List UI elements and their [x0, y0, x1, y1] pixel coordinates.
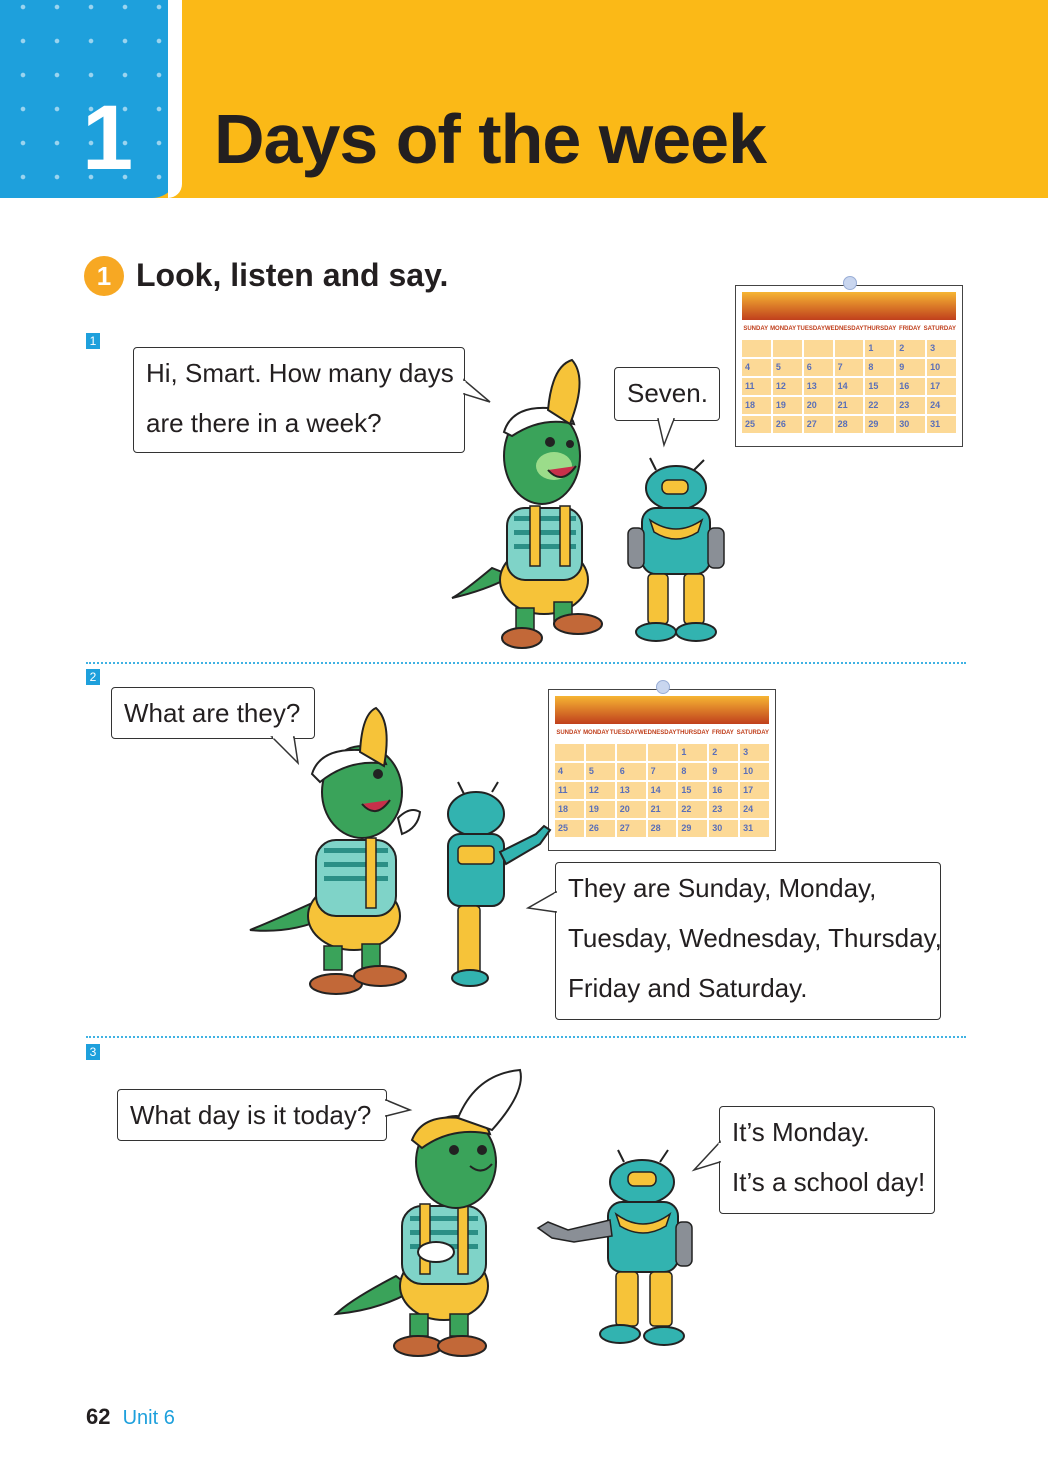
calendar-date-cell: 19	[586, 801, 615, 818]
calendar-date-cell: 1	[678, 744, 707, 761]
calendar-date-cell: 21	[648, 801, 677, 818]
calendar-date-cell: 18	[555, 801, 584, 818]
calendar-weekday: THURSDAY	[863, 326, 897, 332]
bubble-tail	[694, 1142, 724, 1172]
calendar-header	[555, 696, 769, 724]
calendar-date-cell	[742, 340, 771, 357]
calendar-weekday: FRIDAY	[899, 326, 921, 332]
calendar-date-cell: 30	[709, 820, 738, 837]
calendar-date-cell: 5	[586, 763, 615, 780]
calendar-header	[742, 292, 956, 320]
calendar-date-cell: 18	[742, 397, 771, 414]
calendar-weekday: WEDNESDAY	[824, 326, 864, 332]
bubble-tail	[656, 419, 686, 449]
calendar-weekday: MONDAY	[583, 730, 610, 736]
calendar-date-cell: 4	[742, 359, 771, 376]
calendar-date-cell: 2	[709, 744, 738, 761]
speech-bubble-robot	[614, 367, 720, 421]
calendar-date-cell: 15	[865, 378, 894, 395]
calendar-date-cell: 12	[773, 378, 802, 395]
calendar-date-cell: 8	[865, 359, 894, 376]
calendar-date-cell: 3	[740, 744, 769, 761]
robot-character-icon	[622, 458, 732, 644]
bubble-line: It’s Monday.	[732, 1117, 870, 1147]
activity-number-badge: 1	[84, 256, 124, 296]
calendar	[548, 689, 776, 851]
page-number: 62	[86, 1404, 111, 1429]
calendar-date-cell	[835, 340, 864, 357]
calendar-date-cell: 30	[896, 416, 925, 433]
page-footer	[86, 1406, 175, 1428]
calendar-date-cell: 11	[742, 378, 771, 395]
bubble-line: Hi, Smart. How many days	[146, 358, 454, 388]
calendar-weekday: MONDAY	[770, 326, 797, 332]
speech-bubble-robot	[555, 862, 941, 1020]
calendar-date-cell: 21	[835, 397, 864, 414]
calendar-date-cell: 25	[555, 820, 584, 837]
calendar-weekday: TUESDAY	[796, 326, 825, 332]
calendar-date-cell: 17	[927, 378, 956, 395]
robot-character-icon	[538, 1150, 698, 1348]
calendar-dates	[742, 340, 956, 433]
calendar-date-cell	[586, 744, 615, 761]
calendar-date-cell: 24	[740, 801, 769, 818]
calendar-weekday: SUNDAY	[743, 326, 769, 332]
calendar-weekday: SATURDAY	[923, 326, 956, 332]
calendar-date-cell: 29	[678, 820, 707, 837]
bubble-line: Tuesday, Wednesday, Thursday,	[568, 923, 942, 953]
calendar-date-cell: 6	[804, 359, 833, 376]
calendar-date-cell: 13	[617, 782, 646, 799]
calendar-date-cell: 28	[835, 416, 864, 433]
calendar-date-cell: 20	[804, 397, 833, 414]
calendar-date-cell: 26	[773, 416, 802, 433]
bubble-line: What day is it today?	[130, 1100, 372, 1130]
calendar-date-cell: 29	[865, 416, 894, 433]
page-title: Days of the week	[214, 100, 766, 178]
calendar-date-cell: 2	[896, 340, 925, 357]
calendar-date-cell: 12	[586, 782, 615, 799]
calendar-date-cell: 10	[927, 359, 956, 376]
calendar-date-cell: 16	[709, 782, 738, 799]
calendar-weekday: WEDNESDAY	[637, 730, 677, 736]
calendar-date-cell: 26	[586, 820, 615, 837]
bubble-line: Seven.	[627, 378, 708, 408]
bubble-line: They are Sunday, Monday,	[568, 873, 877, 903]
calendar-weekday: THURSDAY	[676, 730, 710, 736]
panel-divider	[86, 662, 966, 664]
calendar-date-cell	[555, 744, 584, 761]
pin-icon	[843, 276, 857, 290]
calendar-date-cell: 13	[804, 378, 833, 395]
dinosaur-character-icon	[336, 1066, 526, 1360]
panel-number: 1	[86, 333, 100, 349]
calendar-date-cell: 6	[617, 763, 646, 780]
bubble-line: What are they?	[124, 698, 301, 728]
panel-number: 3	[86, 1044, 100, 1060]
calendar-date-cell	[617, 744, 646, 761]
dinosaur-character-icon	[250, 708, 430, 1000]
panel-divider	[86, 1036, 966, 1038]
calendar	[735, 285, 963, 447]
calendar-weekday: FRIDAY	[712, 730, 734, 736]
header-divider	[168, 0, 182, 198]
calendar-date-cell: 23	[896, 397, 925, 414]
calendar-date-cell: 16	[896, 378, 925, 395]
calendar-date-cell: 7	[835, 359, 864, 376]
calendar-date-cell: 10	[740, 763, 769, 780]
calendar-date-cell: 14	[648, 782, 677, 799]
calendar-weekdays	[742, 326, 956, 332]
dinosaur-character-icon	[452, 358, 612, 653]
bubble-line: Friday and Saturday.	[568, 973, 808, 1003]
calendar-date-cell: 20	[617, 801, 646, 818]
calendar-date-cell: 1	[865, 340, 894, 357]
calendar-dates	[555, 744, 769, 837]
calendar-date-cell: 28	[648, 820, 677, 837]
calendar-date-cell: 11	[555, 782, 584, 799]
calendar-date-cell: 9	[896, 359, 925, 376]
calendar-date-cell: 23	[709, 801, 738, 818]
pin-icon	[656, 680, 670, 694]
calendar-date-cell: 8	[678, 763, 707, 780]
calendar-date-cell: 17	[740, 782, 769, 799]
calendar-date-cell: 7	[648, 763, 677, 780]
robot-character-icon	[440, 782, 552, 986]
calendar-weekday: TUESDAY	[609, 730, 638, 736]
unit-number: 1	[82, 87, 134, 189]
calendar-date-cell: 19	[773, 397, 802, 414]
calendar-date-cell	[804, 340, 833, 357]
calendar-date-cell: 31	[740, 820, 769, 837]
calendar-date-cell: 14	[835, 378, 864, 395]
calendar-date-cell: 9	[709, 763, 738, 780]
calendar-date-cell: 25	[742, 416, 771, 433]
speech-bubble-dino	[133, 347, 465, 453]
calendar-date-cell: 5	[773, 359, 802, 376]
calendar-date-cell: 22	[678, 801, 707, 818]
calendar-weekday: SATURDAY	[736, 730, 769, 736]
calendar-date-cell: 24	[927, 397, 956, 414]
calendar-date-cell	[773, 340, 802, 357]
calendar-date-cell: 22	[865, 397, 894, 414]
calendar-weekdays	[555, 730, 769, 736]
unit-label: Unit 6	[122, 1407, 175, 1429]
bubble-line: are there in a week?	[146, 408, 382, 438]
activity-title: Look, listen and say.	[136, 257, 449, 293]
bubble-line: It’s a school day!	[732, 1167, 926, 1197]
calendar-date-cell: 3	[927, 340, 956, 357]
calendar-date-cell: 27	[617, 820, 646, 837]
calendar-date-cell: 15	[678, 782, 707, 799]
calendar-date-cell: 27	[804, 416, 833, 433]
calendar-date-cell: 31	[927, 416, 956, 433]
speech-bubble-robot	[719, 1106, 935, 1214]
calendar-weekday: SUNDAY	[556, 730, 582, 736]
calendar-date-cell: 4	[555, 763, 584, 780]
panel-number: 2	[86, 669, 100, 685]
calendar-date-cell	[648, 744, 677, 761]
